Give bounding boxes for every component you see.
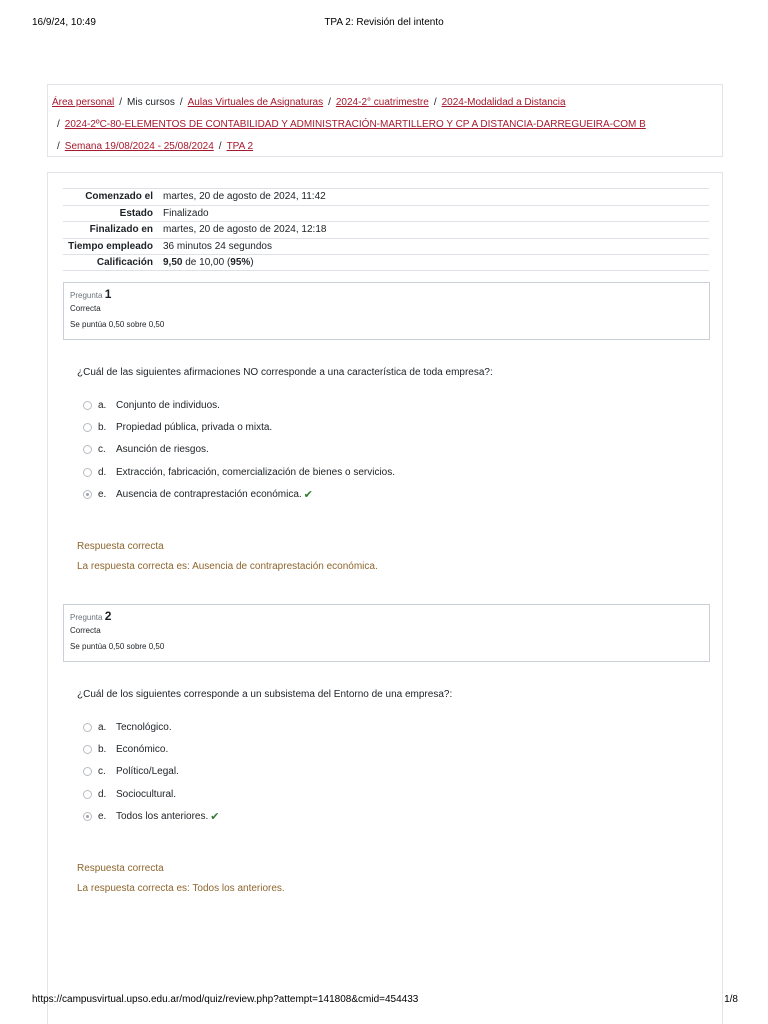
answer-option[interactable] (83, 439, 683, 461)
print-page-number: 1/8 (724, 994, 738, 1005)
summary-row-grade (63, 254, 709, 271)
answer-letter: d. (98, 466, 107, 478)
breadcrumb-separator: / (433, 97, 437, 108)
breadcrumb-item-area-personal[interactable]: Área personal (52, 97, 115, 108)
breadcrumb-separator: / (57, 119, 60, 130)
radio-button[interactable] (83, 790, 92, 799)
print-url: https://campusvirtual.upso.edu.ar/mod/quiz/review.php?attempt=141808&cmid=454433 (32, 994, 419, 1005)
answer-option[interactable] (83, 783, 683, 805)
answer-letter: d. (98, 788, 107, 800)
answer-text: Económico. (116, 743, 169, 755)
quiz-review (47, 172, 723, 1024)
summary-label: Calificación (96, 256, 153, 268)
answer-letter: b. (98, 421, 107, 433)
breadcrumb-item-modalidad[interactable]: 2024-Modalidad a Distancia (441, 97, 566, 108)
summary-label: Tiempo empleado (68, 240, 153, 252)
breadcrumb-item-cuatrimestre[interactable]: 2024-2° cuatrimestre (335, 97, 429, 108)
summary-label: Finalizado en (89, 224, 153, 236)
summary-label: Comenzado el (85, 191, 153, 203)
answer-letter: a. (98, 721, 107, 733)
radio-button[interactable] (83, 401, 92, 410)
summary-row-finished (63, 221, 709, 238)
answer-letter: e. (98, 810, 107, 822)
question-state: Correcta (70, 304, 101, 313)
summary-row-state (63, 205, 709, 222)
breadcrumb-item-tpa[interactable]: TPA 2 (226, 141, 254, 152)
summary-value: Finalizado (163, 207, 209, 219)
breadcrumb-item-aulas-virtuales[interactable]: Aulas Virtuales de Asignaturas (187, 97, 324, 108)
answer-option[interactable] (83, 761, 683, 783)
breadcrumb-line-3 (52, 136, 718, 158)
question-number (70, 287, 703, 301)
answer-text: Conjunto de individuos. (116, 399, 220, 411)
feedback-text: Respuesta correcta (77, 863, 164, 874)
breadcrumb-line-1 (52, 92, 718, 114)
question-prefix: Pregunta (70, 613, 103, 622)
breadcrumb-separator: / (179, 97, 183, 108)
question-state: Correcta (70, 626, 101, 635)
print-date: 16/9/24, 10:49 (32, 17, 96, 28)
feedback-2 (77, 863, 285, 894)
answer-letter: b. (98, 743, 107, 755)
grade-mid: de 10,00 ( (182, 256, 231, 268)
question-text-2: ¿Cuál de los siguientes corresponde a un subsistema del Entorno de una empresa?: (77, 689, 453, 700)
summary-value: martes, 20 de agosto de 2024, 11:42 (163, 191, 326, 203)
answer-option-selected[interactable] (83, 483, 683, 505)
answer-list-1 (83, 394, 683, 505)
summary-label: Estado (119, 207, 153, 219)
print-header (32, 17, 736, 31)
summary-row-started (63, 188, 709, 205)
question-info-2 (63, 604, 710, 662)
print-title: TPA 2: Revisión del intento (324, 17, 444, 28)
answer-text: Ausencia de contraprestación económica. (116, 488, 302, 500)
breadcrumb-separator: / (57, 141, 60, 152)
summary-grade-value (163, 257, 709, 268)
grade-score: 9,50 (163, 256, 183, 268)
print-footer (32, 994, 738, 1008)
question-grade: Se puntúa 0,50 sobre 0,50 (70, 320, 165, 329)
question-number-value: 2 (104, 609, 112, 623)
question-number (70, 609, 703, 623)
right-answer-text: La respuesta correcta es: Todos los anteriores. (77, 883, 285, 894)
answer-text: Asunción de riesgos. (116, 444, 209, 456)
breadcrumb-line-2 (52, 114, 718, 136)
check-icon: ✔ (210, 810, 220, 823)
answer-option[interactable] (83, 738, 683, 760)
answer-text: Extracción, fabricación, comercialización de bienes o servicios. (116, 466, 396, 478)
summary-row-time (63, 238, 709, 255)
radio-button[interactable] (83, 468, 92, 477)
radio-button[interactable] (83, 723, 92, 732)
radio-button[interactable] (83, 445, 92, 454)
summary-value: martes, 20 de agosto de 2024, 12:18 (163, 224, 327, 236)
breadcrumb-item-mis-cursos: Mis cursos (127, 97, 175, 108)
answer-letter: a. (98, 399, 107, 411)
breadcrumb-item-semana[interactable]: Semana 19/08/2024 - 25/08/2024 (64, 141, 214, 152)
radio-button-checked[interactable] (83, 490, 92, 499)
radio-button[interactable] (83, 745, 92, 754)
question-number-value: 1 (104, 287, 112, 301)
attempt-summary-table (63, 188, 709, 271)
answer-option-selected[interactable] (83, 805, 683, 827)
answer-text: Todos los anteriores. (116, 810, 209, 822)
radio-button-checked[interactable] (83, 812, 92, 821)
breadcrumb-item-course[interactable]: 2024-2ºC-80-ELEMENTOS DE CONTABILIDAD Y ADMINISTRACIÓN-MARTILLERO Y CP A DISTANCIA-DARREGUEIRA-COM B (64, 119, 646, 130)
radio-button[interactable] (83, 767, 92, 776)
answer-text: Político/Legal. (116, 766, 179, 778)
answer-letter: c. (98, 444, 106, 456)
answer-text: Propiedad pública, privada o mixta. (116, 421, 273, 433)
question-prefix: Pregunta (70, 291, 103, 300)
radio-button[interactable] (83, 423, 92, 432)
grade-percent: 95% (230, 256, 251, 268)
answer-option[interactable] (83, 416, 683, 438)
summary-value: 36 minutos 24 segundos (163, 240, 272, 252)
breadcrumb-separator: / (119, 97, 123, 108)
question-text-1: ¿Cuál de las siguientes afirmaciones NO corresponde a una característica de toda empresa?: (77, 367, 493, 378)
breadcrumb (47, 84, 723, 157)
breadcrumb-separator: / (218, 141, 222, 152)
answer-option[interactable] (83, 394, 683, 416)
question-info-1 (63, 282, 710, 340)
answer-text: Sociocultural. (116, 788, 177, 800)
answer-option[interactable] (83, 716, 683, 738)
answer-option[interactable] (83, 461, 683, 483)
answer-letter: c. (98, 766, 106, 778)
feedback-1 (77, 541, 378, 572)
answer-list-2 (83, 716, 683, 827)
right-answer-text: La respuesta correcta es: Ausencia de contraprestación económica. (77, 561, 378, 572)
breadcrumb-separator: / (328, 97, 331, 108)
grade-end: ) (250, 256, 254, 268)
feedback-text: Respuesta correcta (77, 541, 164, 552)
question-grade: Se puntúa 0,50 sobre 0,50 (70, 642, 165, 651)
check-icon: ✔ (303, 488, 313, 501)
answer-letter: e. (98, 488, 107, 500)
answer-text: Tecnológico. (116, 721, 172, 733)
